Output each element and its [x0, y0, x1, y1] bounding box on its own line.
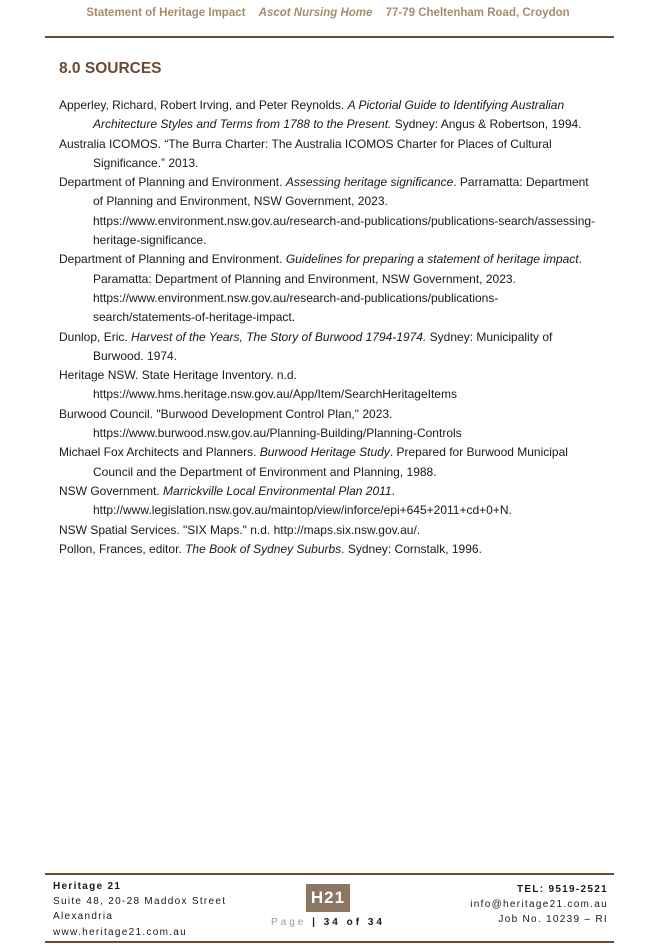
- heritage21-logo: H21: [306, 884, 350, 912]
- reference-item: Burwood Council. "Burwood Development Control Plan," 2023. https://www.burwood.nsw.gov.au/Planning-Building/Planning-Controls: [59, 406, 462, 441]
- page-header: [0, 7, 656, 19]
- reference-list: [59, 96, 599, 559]
- header-divider: [45, 36, 614, 38]
- page-separator: |: [312, 917, 318, 928]
- section-title: 8.0 SOURCES: [59, 60, 162, 77]
- header-address: 77-79 Cheltenham Road, Croydon: [385, 7, 570, 19]
- footer-contact-right: [470, 882, 608, 928]
- footer-address-line1: Suite 48, 20-28 Maddox Street: [53, 896, 227, 908]
- footer-job-number: Job No. 10239 – RI: [498, 914, 608, 926]
- footer-divider-top: [45, 873, 614, 875]
- reference-item: Dunlop, Eric. Harvest of the Years, The Story of Burwood 1794-1974. Sydney: Municipality of Burwood. 1974.: [59, 329, 553, 363]
- reference-item: Australia ICOMOS. “The Burra Charter: The Australia ICOMOS Charter for Places of Cultural Significance.” 2013.: [59, 136, 552, 170]
- reference-item: Apperley, Richard, Robert Irving, and Peter Reynolds. A Pictorial Guide to Identifying Australian Architecture Styles and Terms from 1788 to the Present. Sydney: Angus & Robertson, 1994.: [59, 98, 582, 132]
- footer-website: www.heritage21.com.au: [53, 926, 188, 938]
- footer-company: Heritage 21: [53, 881, 122, 892]
- reference-item: NSW Government. Marrickville Local Environmental Plan 2011. http://www.legislation.nsw.gov.au/maintop/view/inforce/epi+645+2011+cd+0+N.: [59, 483, 512, 518]
- page-count: 34 of 34: [323, 917, 385, 928]
- page-word: Page: [271, 917, 307, 928]
- header-doc-title: Statement of Heritage Impact: [86, 7, 246, 19]
- reference-item: Heritage NSW. State Heritage Inventory. n.d. https://www.hms.heritage.nsw.gov.au/App/Item/SearchHeritageItems: [59, 368, 457, 402]
- reference-item: NSW Spatial Services. "SIX Maps." n.d. http://maps.six.nsw.gov.au/.: [59, 522, 421, 537]
- footer-address-line2: Alexandria: [53, 911, 114, 923]
- reference-item: Department of Planning and Environment. Guidelines for preparing a statement of heritage impact. Paramatta: Department of Planning and Environment, NSW Government, 2023. https://www.environment.nsw.gov.au/research-and-publications/publications-search/statements-of-heritage-impact.: [59, 252, 582, 325]
- header-property: Ascot Nursing Home: [258, 7, 373, 19]
- reference-item: Michael Fox Architects and Planners. Burwood Heritage Study. Prepared for Burwood Municipal Council and the Department of Environment and Planning, 1988.: [59, 445, 568, 479]
- footer-contact-left: [53, 879, 226, 940]
- reference-item: Pollon, Frances, editor. The Book of Sydney Suburbs. Sydney: Cornstalk, 1996.: [59, 541, 482, 556]
- footer-telephone: TEL: 9519-2521: [516, 884, 608, 895]
- footer-email: info@heritage21.com.au: [470, 899, 608, 911]
- footer-divider-bottom: [45, 941, 614, 943]
- reference-item: Department of Planning and Environment. Assessing heritage significance. Parramatta: Department of Planning and Environment, NSW Government, 2023. https://www.environment.nsw.gov.au/research-and-publications/publications-search/assessing-heritage-significance.: [59, 175, 596, 248]
